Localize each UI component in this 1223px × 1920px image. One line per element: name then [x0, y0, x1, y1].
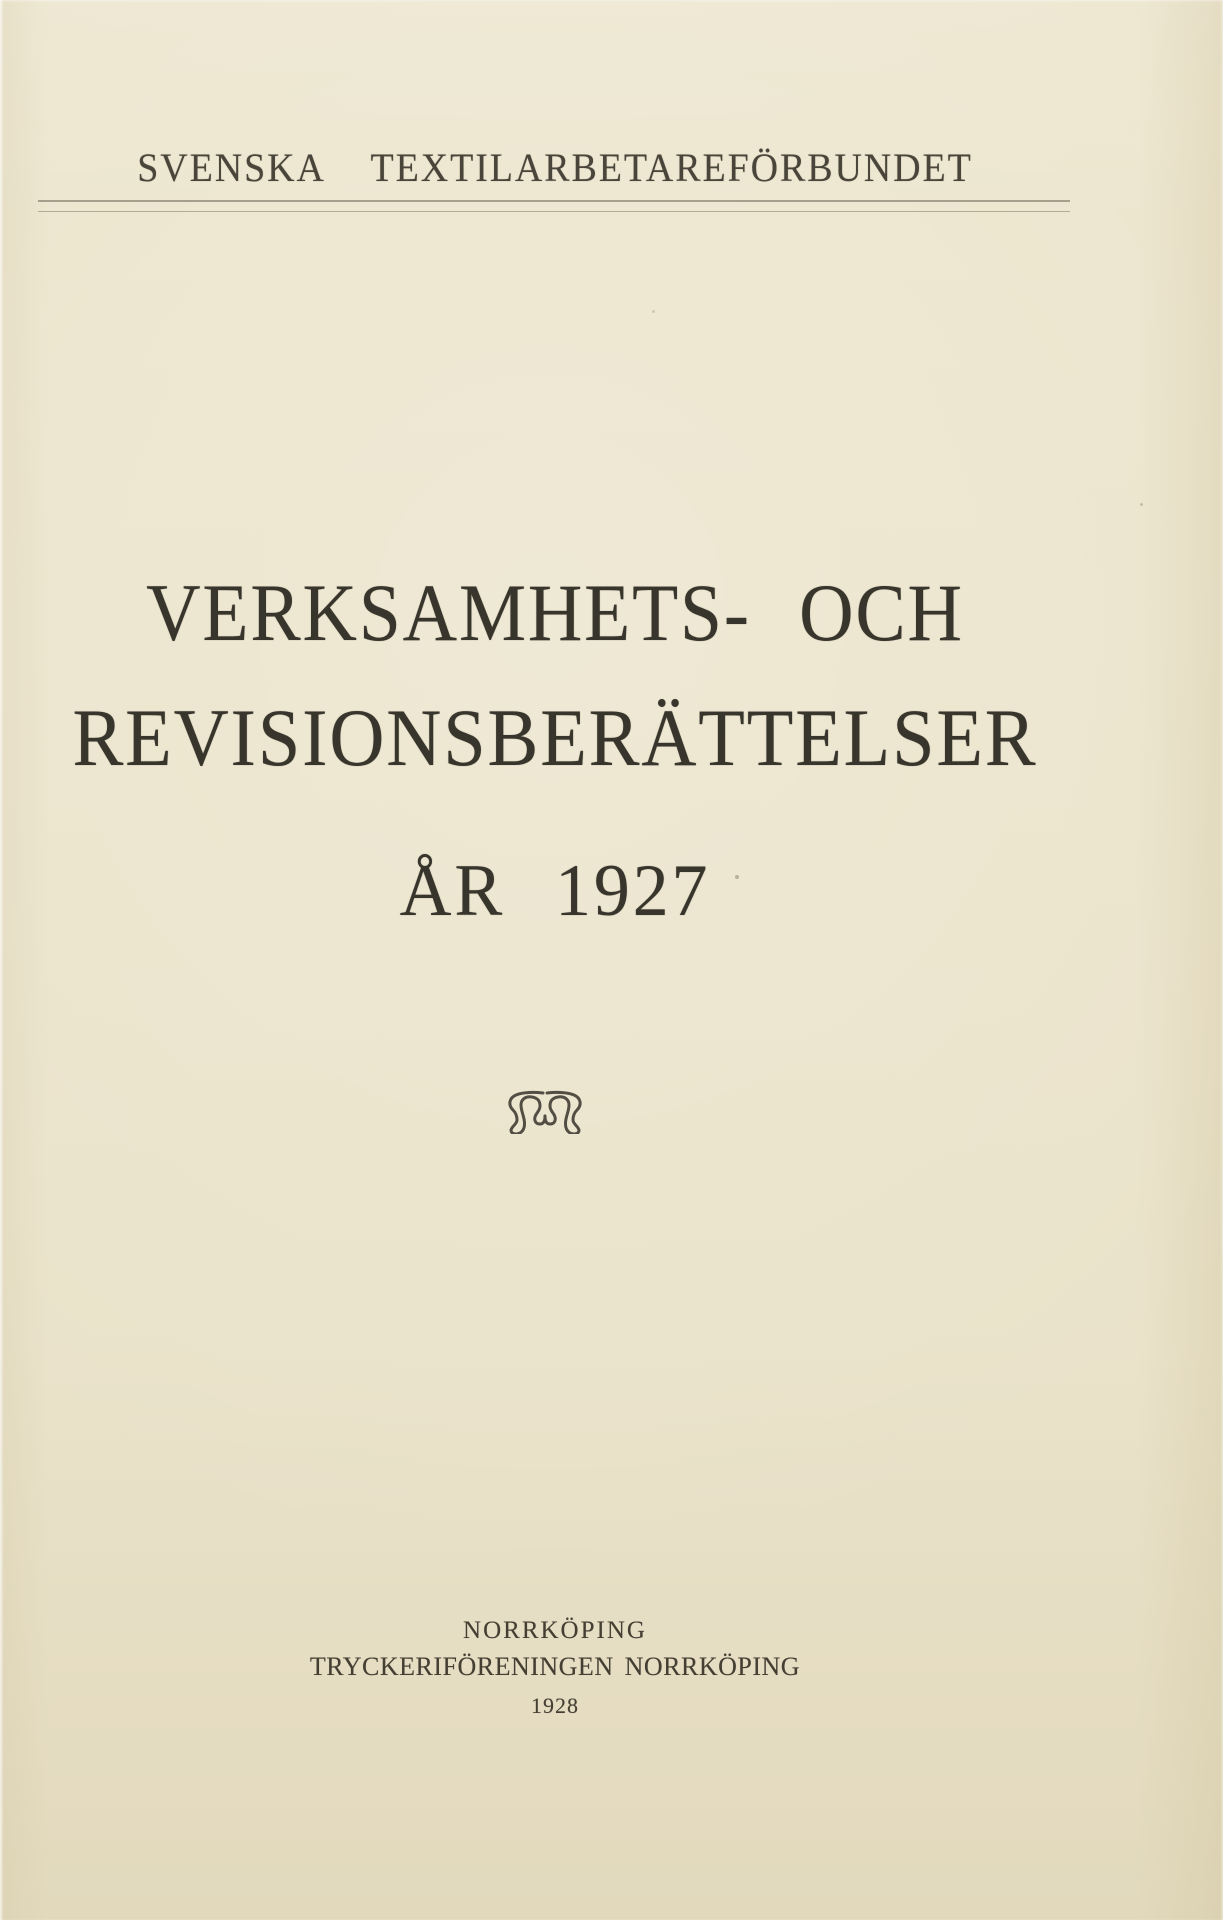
book-title-year-line: ÅR 1927	[399, 850, 711, 932]
interlocked-scrolls-ornament-icon	[495, 1088, 595, 1134]
header-double-rule	[38, 200, 1070, 212]
organization-name: SVENSKA TEXTILARBETAREFÖRBUNDET	[137, 145, 973, 190]
paper-speck	[652, 310, 655, 313]
book-title-line-1: VERKSAMHETS- OCH	[146, 567, 964, 658]
colophon-print-year: 1928	[531, 1693, 579, 1718]
paper-speck	[735, 875, 739, 879]
colophon-city: NORRKÖPING	[463, 1617, 647, 1644]
book-title-line-2: REVISIONSBERÄTTELSER	[72, 692, 1038, 783]
paper-speck	[1140, 503, 1143, 506]
colophon-printer: TRYCKERIFÖRENINGEN NORRKÖPING	[309, 1652, 801, 1681]
